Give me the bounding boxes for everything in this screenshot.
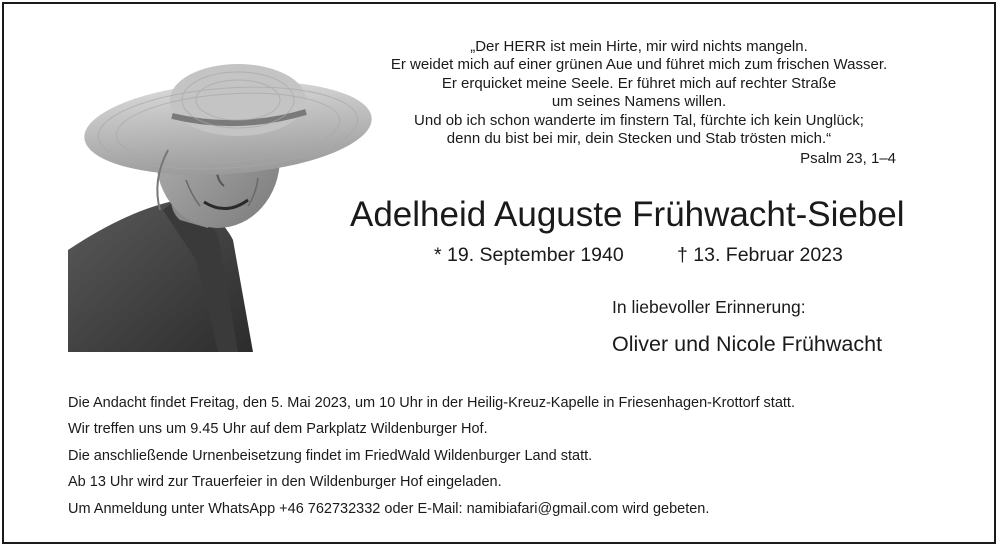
psalm-line: „Der HERR ist mein Hirte, mir wird nichts mangeln. (470, 38, 808, 55)
note-line: Die Andacht findet Freitag, den 5. Mai 2023, um 10 Uhr in der Heilig-Kreuz-Kapelle in Friesenhagen-Krottorf statt. (68, 395, 795, 411)
funeral-notes (68, 390, 795, 522)
psalm-reference: Psalm 23, 1–4 (800, 150, 896, 167)
death-date: † 13. Februar 2023 (677, 244, 843, 266)
mourners-names: Oliver und Nicole Frühwacht (612, 332, 883, 356)
portrait-photo (68, 60, 372, 352)
note-line: Ab 13 Uhr wird zur Trauerfeier in den Wildenburger Hof eingeladen. (68, 474, 502, 491)
psalm-line: um seines Namens willen. (551, 93, 727, 111)
psalm-line: Er weidet mich auf einer grünen Aue und führet mich zum frischen Wasser. (390, 56, 888, 74)
obituary-card (2, 2, 996, 544)
note-line: Um Anmeldung unter WhatsApp +46 762732332 oder E-Mail: namibiafari@gmail.com wird gebeten. (68, 500, 710, 517)
psalm-quote (374, 38, 904, 148)
psalm-line: Er erquicket meine Seele. Er führet mich auf rechter Straße (441, 74, 837, 92)
note-line: Die anschließende Urnenbeisetzung findet im FriedWald Wildenburger Land statt. (68, 447, 593, 464)
psalm-line: denn du bist bei mir, dein Stecken und Stab trösten mich.“ (446, 130, 832, 148)
memory-label: In liebevoller Erinnerung: (612, 297, 806, 317)
psalm-line: Und ob ich schon wanderte im finstern Tal, fürchte ich kein Unglück; (414, 111, 864, 129)
deceased-name: Adelheid Auguste Frühwacht-Siebel (350, 195, 905, 234)
birth-date: * 19. September 1940 (434, 244, 624, 266)
note-line: Wir treffen uns um 9.45 Uhr auf dem Parkplatz Wildenburger Hof. (68, 421, 488, 438)
